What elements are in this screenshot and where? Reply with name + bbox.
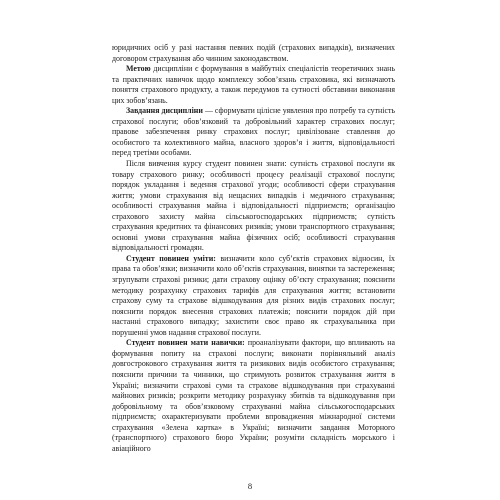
paragraph-skills	[112, 254, 395, 338]
page-number: 8	[247, 481, 253, 491]
body-text	[112, 43, 395, 454]
paragraph-lead: Студент повинен уміти:	[126, 253, 216, 263]
paragraph-text: Після вивчення курсу студент повинен знати: сутність страхової послуги як товару страхового ринку; особливості процесу реалізації страхової послуги; порядок укладання і ведення страхової угоди; особливості сфери страхування життя; умови страхування від нещасних випадків і медичного страхування; особливості страхування майна і відповідальності підприємств; організацію страхового захисту майна сільськогосподарських підприємств; сутність страхування кредитних та фінансових ризиків; умови транспортного страхування; основні умови страхування майна фізичних осіб; особливості страхування відповідальності громадян.	[112, 159, 395, 253]
paragraph-goal	[112, 64, 395, 106]
paragraph-intro-continuation	[112, 43, 395, 64]
paragraph-text: — сформувати цілісне уявлення про потребу та сутність страхової послуги; обов’язковий та добровільний характер страхових послуг; правове забезпечення ринку страхових послуг; цивілізоване ставлення до особистого та колективного майна, власного здоров’я і життя, відповідальності перед третіми особами.	[112, 106, 395, 158]
paragraph-lead: Метою	[126, 64, 151, 74]
paragraph-text: дисципліни є формування в майбутніх спеціалістів теоретичних знань та практичних навичок щодо комплексу зобов’язань страховика, які визначають поняття страхового продукту, а також передумов та сутності обставини виконання цих зобов’язань.	[112, 64, 395, 105]
paragraph-knowledge	[112, 159, 395, 254]
paragraph-text: юридичних осіб у разі настання певних подій (страхових випадків), визначених договором страхування або чинним законодавством.	[112, 43, 395, 63]
paragraph-text: визначити коло суб’єктів страхових відносин, їх права та обов’язки; визначити коло об’єктів страхування, винятки та застереження; згрупувати страхові ризики; дати страхову оцінку об’єкту страхування; пояснити методику розрахунку страхових тарифів для страхування життя; встановити страхову суму та страхове відшкодування для різних видів страхових послуг; пояснити порядок внесення страхових платежів; пояснити порядок дій при настанні страхового випадку; захистити своє право як страхувальника при порушенні умов надання страхової послуги.	[112, 253, 395, 337]
paragraph-text: проаналізувати фактори, що впливають на формування попиту на страхові послуги; виконати порівняльний аналіз довгострокового страхування життя та ризикових видів особистого страхування; пояснити причини та чинники, що стримують розвиток страхування життя в Україні; визначити страхові суми та страхове відшкодування при страхуванні майнових ризиків; розкрити методику розрахунку збитків та відшкодування при добровільному та обов’язковому страхуванні майна сільськогосподарських підприємств; охарактеризувати проблеми впровадження міжнародної системи страхування «Зелена картка» в Україні; визначити завдання Моторного (транспортного) страхового бюро України; розуміти складність морського і авіаційного	[112, 338, 395, 453]
paragraph-lead: Завдання дисципліни	[126, 106, 203, 116]
paragraph-tasks	[112, 106, 395, 159]
paragraph-abilities	[112, 338, 395, 454]
paragraph-lead: Студент повинен мати навички:	[126, 338, 245, 348]
